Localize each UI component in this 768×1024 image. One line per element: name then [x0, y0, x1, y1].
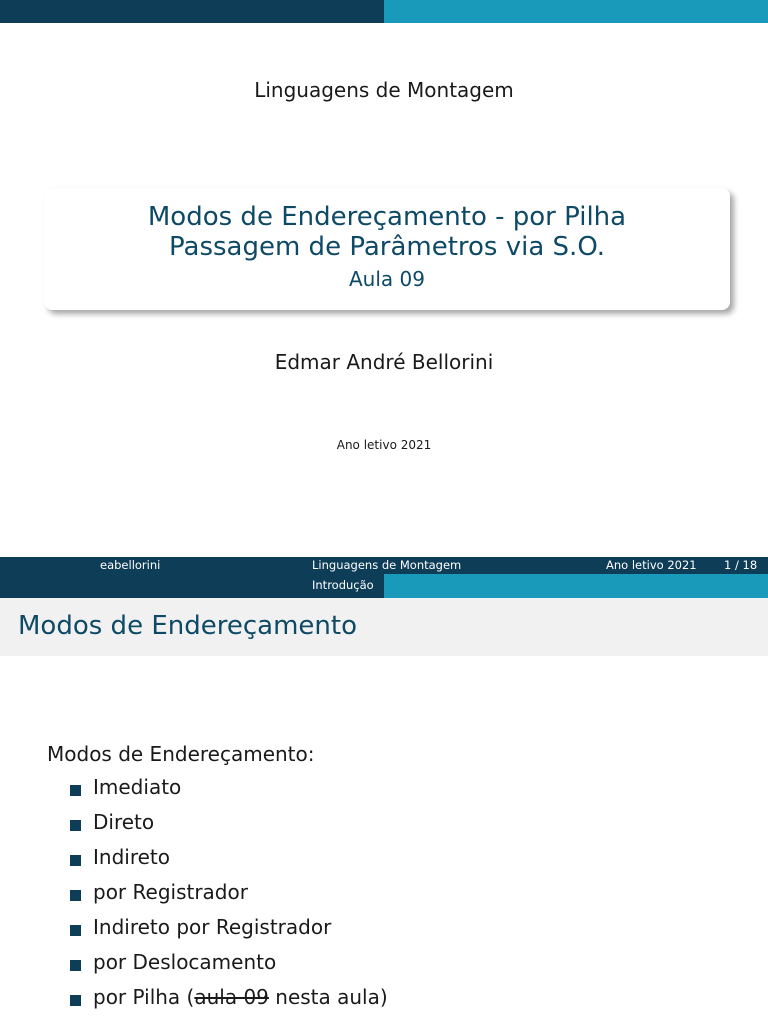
struck-text: aula 09	[194, 985, 269, 1009]
course-title: Linguagens de Montagem	[254, 78, 514, 102]
nav-bar-light	[384, 574, 768, 598]
square-bullet-icon	[70, 925, 81, 936]
item-prefix: por Pilha (	[93, 985, 195, 1009]
frame-title: Modos de Endereçamento	[18, 611, 357, 641]
header-bar-light	[384, 0, 768, 23]
footer-year: Ano letivo 2021	[606, 558, 697, 572]
footer-title: Linguagens de Montagem	[312, 558, 462, 572]
list-item-text: Indireto por Registrador	[93, 915, 332, 939]
list-item-text: por Deslocamento	[93, 950, 277, 974]
square-bullet-icon	[70, 890, 81, 901]
square-bullet-icon	[70, 820, 81, 831]
list-item-text: Imediato	[93, 775, 182, 799]
top-header-bar	[0, 0, 768, 23]
author-name: Edmar André Bellorini	[274, 350, 494, 374]
slide-footer	[0, 557, 768, 574]
square-bullet-icon	[70, 785, 81, 796]
footer-author: eabellorini	[100, 558, 161, 572]
title-line-2: Passagem de Parâmetros via S.O.	[169, 232, 605, 262]
title-line-1: Modos de Endereçamento - por Pilha	[147, 202, 627, 232]
section-name[interactable]: Introdução	[312, 578, 374, 592]
list-item-text: Direto	[93, 810, 155, 834]
list-item-text	[93, 985, 388, 1009]
square-bullet-icon	[70, 960, 81, 971]
lecture-subtitle: Aula 09	[349, 267, 425, 291]
square-bullet-icon	[70, 855, 81, 866]
section-nav-bar	[0, 574, 768, 598]
academic-year: Ano letivo 2021	[336, 438, 432, 452]
frame-title-bar	[0, 598, 768, 656]
header-bar-dark	[0, 0, 384, 23]
list-item-text: por Registrador	[93, 880, 248, 904]
list-item-text: Indireto	[93, 845, 170, 869]
item-suffix: nesta aula)	[268, 985, 388, 1009]
square-bullet-icon	[70, 995, 81, 1006]
content-heading: Modos de Endereçamento:	[47, 742, 315, 766]
footer-page-number: 1 / 18	[724, 558, 758, 572]
title-box	[44, 188, 730, 310]
